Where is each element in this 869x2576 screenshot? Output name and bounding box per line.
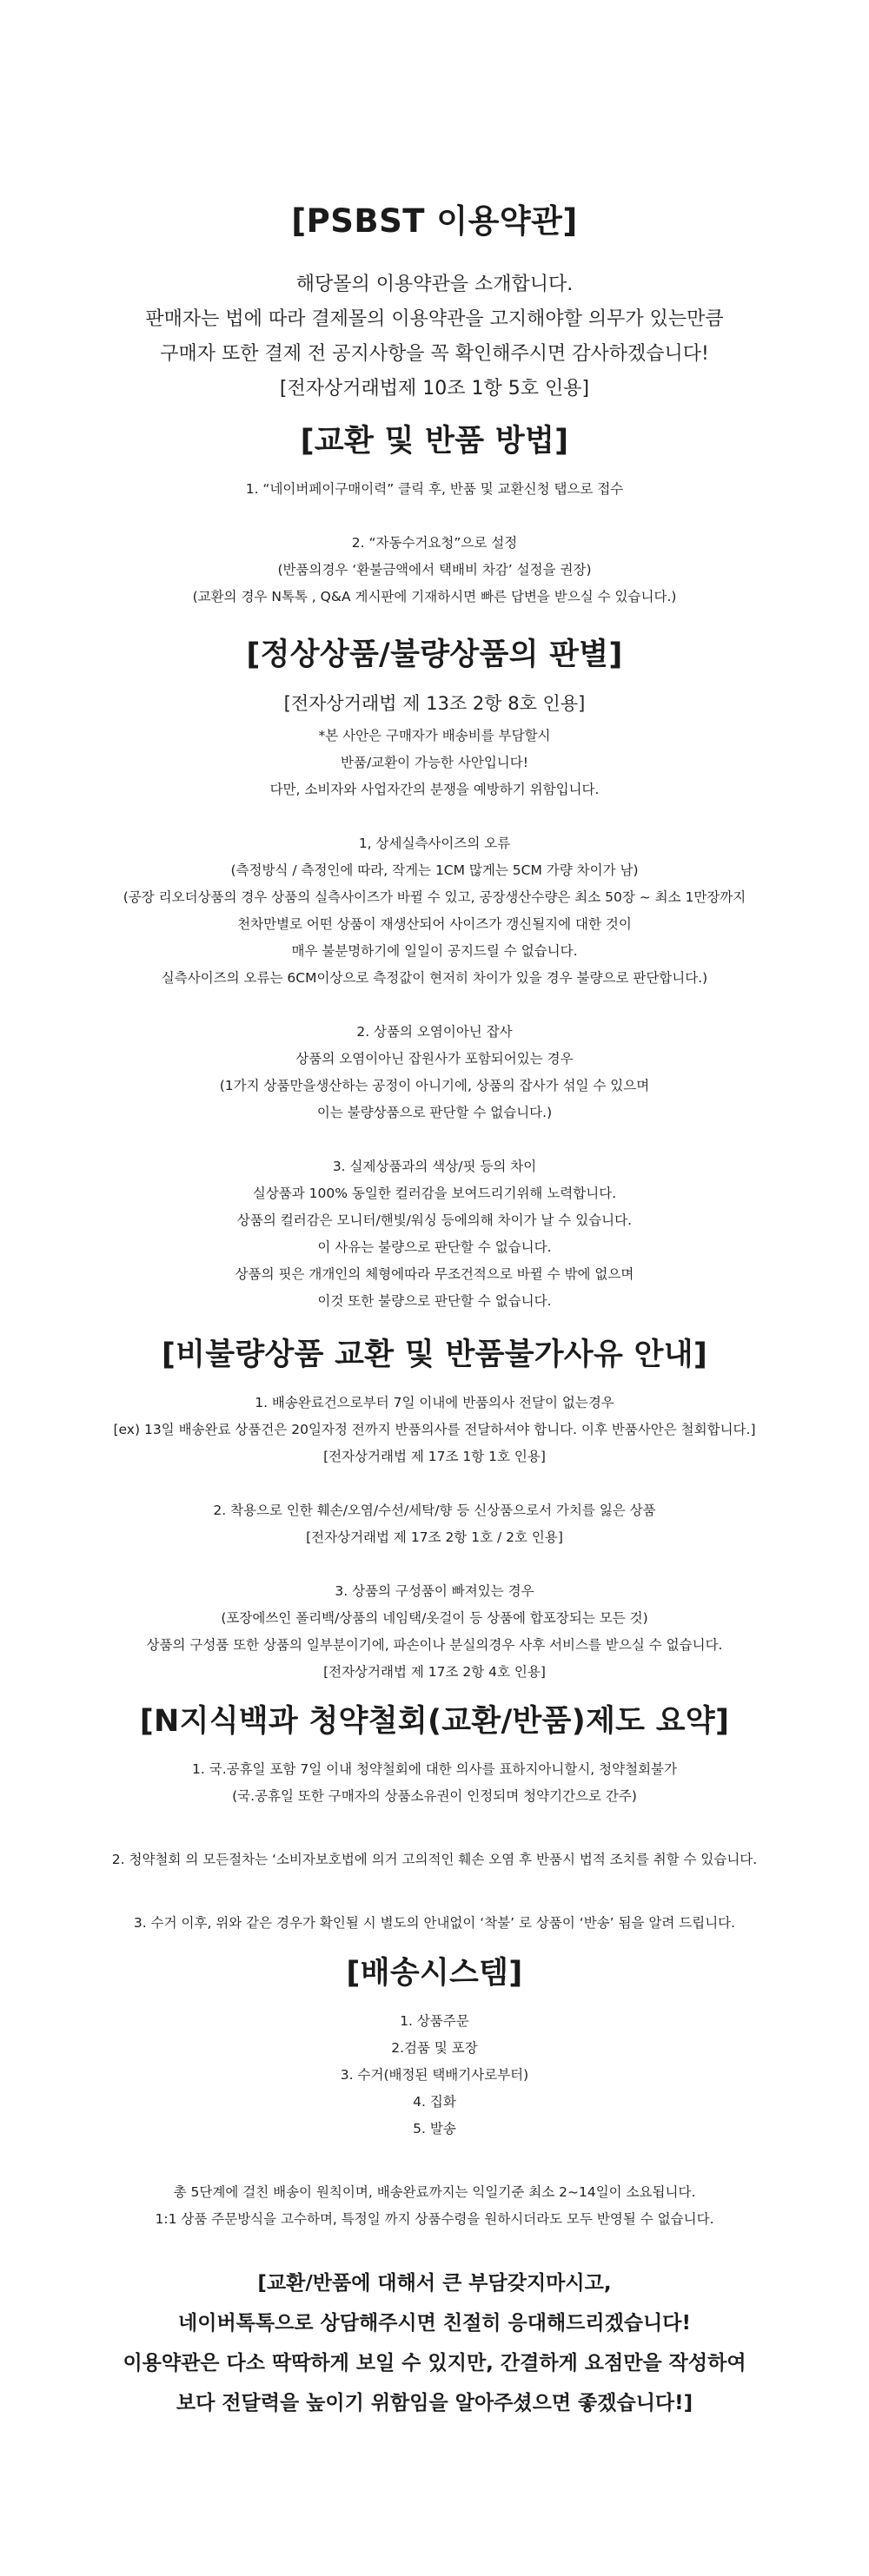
nondefect-item-3-citation: [전자상거래법 제 17조 2항 4호 인용] xyxy=(323,1664,546,1680)
defect-item-3-text: 이 사유는 불량으로 판단할 수 없습니다. xyxy=(317,1239,552,1255)
nondefect-item-3-text: 상품의 구성품 또한 상품의 일부분이기에, 파손이나 분실의경우 사후 서비스를 받으실 수 없습니다. xyxy=(146,1637,723,1653)
nondefect-item-1-text: [ex) 13일 배송완료 상품건은 20일자정 전까지 반품의사를 전달하셔야 합니다. 이후 반품사안은 철회합니다.] xyxy=(113,1422,756,1437)
exchange-heading: [교환 및 반품 방법] xyxy=(300,424,569,459)
exchange-step-1: 1. “네이버페이구매이력” 클릭 후, 반품 및 교환신청 탭으로 접수 xyxy=(245,481,624,497)
summary-item-1-note: (국.공휴일 또한 구매자의 상품소유권이 인정되며 청약기간으로 간주) xyxy=(232,1788,637,1804)
nondefect-section xyxy=(0,1336,869,1686)
defect-item-2-text: 이는 불량상품으로 판단할 수 없습니다.) xyxy=(316,1105,553,1120)
summary-item-1: 1. 국.공휴일 포함 7일 이내 청약철회에 대한 의사를 표하지아니할시, 청약철회불가 xyxy=(192,1761,677,1777)
defect-item-1-text: 매우 불분명하기에 일일이 공지드릴 수 없습니다. xyxy=(291,943,578,959)
summary-section xyxy=(0,1702,869,1937)
summary-heading: [N지식백과 청약철회(교환/반품)제도 요약] xyxy=(139,1704,730,1739)
defect-item-2-text: 상품의 오염이아닌 잡원사가 포함되어있는 경우 xyxy=(295,1051,574,1067)
summary-item-3: 3. 수거 이후, 위와 같은 경우가 확인될 시 별도의 안내없이 ‘착불’ 로 상품이 ‘반송’ 됨을 알려 드립니다. xyxy=(133,1915,736,1931)
delivery-note: 1:1 상품 주문방식을 고수하며, 특정일 까지 상품수령을 원하시더라도 모두 반영될 수 없습니다. xyxy=(155,2211,714,2227)
delivery-heading: [배송시스템] xyxy=(346,1956,523,1991)
defect-item-3-text: 상품의 핏은 개개인의 체형에따라 무조건적으로 바뀔 수 밖에 없으며 xyxy=(235,1266,634,1282)
defect-item-1-text: 실측사이즈의 오류는 6CM이상으로 측정값이 현저히 차이가 있을 경우 불량으로 판단합니다.) xyxy=(161,970,708,986)
defect-section xyxy=(0,636,869,1315)
defect-item-1-title: 1, 상세실측사이즈의 오류 xyxy=(358,836,511,851)
closing-line: 네이버톡톡으로 상담해주시면 친절히 응대해드리겠습니다! xyxy=(178,2312,691,2335)
nondefect-item-2-title: 2. 착용으로 인한 훼손/오염/수선/세탁/향 등 신상품으로서 가치를 잃은 상품 xyxy=(213,1503,656,1518)
defect-notice: 다만, 소비자와 사업자간의 분쟁을 예방하기 위함입니다. xyxy=(269,782,600,797)
delivery-step: 5. 발송 xyxy=(413,2121,456,2137)
defect-item-3-text: 상품의 컬러감은 모니터/핸빛/워싱 등에의해 차이가 날 수 있습니다. xyxy=(236,1212,633,1228)
intro-citation: [전자상거래법제 10조 1항 5호 인용] xyxy=(279,378,590,400)
defect-item-1-text: (공장 리오더상품의 경우 상품의 실측사이즈가 바뀔 수 있고, 공장생산수량은 최소 50장 ~ 최소 1만장까지 xyxy=(123,889,746,905)
defect-notice: *본 사안은 구매자가 배송비를 부담할시 xyxy=(318,728,551,743)
defect-citation: [전자상거래법 제 13조 2항 8호 인용] xyxy=(283,693,586,714)
delivery-step: 2.검품 및 포장 xyxy=(391,2040,478,2056)
delivery-step: 1. 상품주문 xyxy=(400,2013,469,2029)
exchange-step-2: 2. “자동수거요청”으로 설정 xyxy=(351,535,518,551)
intro-line: 판매자는 법에 따라 결제몰의 이용약관을 고지해야할 의무가 있는만큼 xyxy=(145,308,724,330)
closing-line: 보다 전달력을 높이기 위함임을 알아주셨으면 좋겠습니다!] xyxy=(176,2392,693,2414)
nondefect-item-3-text: (포장에쓰인 폴리백/상품의 네임택/옷걸이 등 상품에 합포장되는 모든 것) xyxy=(221,1610,648,1626)
defect-item-3-text: 이것 또한 불량으로 판단할 수 없습니다. xyxy=(317,1293,552,1309)
exchange-note: (교환의 경우 N톡톡 , Q&A 게시판에 기재하시면 빠른 답변을 받으실 수 있습니다.) xyxy=(192,589,677,604)
nondefect-item-1-title: 1. 배송완료건으로부터 7일 이내에 반품의사 전달이 없는경우 xyxy=(255,1395,614,1410)
closing-section xyxy=(0,2263,869,2423)
defect-item-1-text: (측정방식 / 측정인에 따라, 작게는 1CM 많게는 5CM 가량 차이가 남) xyxy=(230,862,639,878)
delivery-step: 3. 수거(배정된 택배기사로부터) xyxy=(340,2067,529,2083)
intro-line: 구매자 또한 결제 전 공지사항을 꼭 확인해주시면 감사하겠습니다! xyxy=(160,343,709,365)
nondefect-item-3-title: 3. 상품의 구성품이 빠져있는 경우 xyxy=(335,1583,534,1599)
exchange-note: (반품의경우 ‘환불금액에서 택배비 차감’ 설정을 권장) xyxy=(277,562,592,578)
summary-item-2: 2. 청약철회 의 모든절차는 ‘소비자보호법에 의거 고의적인 훼손 오염 후 반품시 법적 조치를 취할 수 있습니다. xyxy=(111,1852,758,1867)
nondefect-heading: [비불량상품 교환 및 반품불가사유 안내] xyxy=(161,1338,708,1372)
exchange-section xyxy=(0,422,869,611)
nondefect-item-1-citation: [전자상거래법 제 17조 1항 1호 인용] xyxy=(323,1449,546,1464)
defect-item-1-text: 천차만별로 어떤 상품이 재생산되어 사이즈가 갱신될지에 대한 것이 xyxy=(237,916,632,932)
intro-section xyxy=(0,201,869,406)
defect-heading: [정상상품/불량상품의 판별] xyxy=(246,637,623,672)
defect-item-2-title: 2. 상품의 오염이아닌 잡사 xyxy=(356,1024,513,1040)
defect-item-3-text: 실상품과 100% 동일한 컬러감을 보여드리기위해 노력합니다. xyxy=(252,1186,617,1201)
defect-notice: 반품/교환이 가능한 사안입니다! xyxy=(341,755,528,770)
page-title: [PSBST 이용약관] xyxy=(291,202,578,240)
delivery-section xyxy=(0,1954,869,2233)
closing-line: [교환/반품에 대해서 큰 부담갖지마시고, xyxy=(257,2272,612,2295)
closing-line: 이용약관은 다소 딱딱하게 보일 수 있지만, 간결하게 요점만을 작성하여 xyxy=(123,2352,746,2375)
nondefect-item-2-citation: [전자상거래법 제 17조 2항 1호 / 2호 인용] xyxy=(306,1529,563,1545)
delivery-note: 총 5단계에 걸친 배송이 원칙이며, 배송완료까지는 익일기준 최소 2~14일이 소요됩니다. xyxy=(173,2184,696,2200)
defect-item-3-title: 3. 실제상품과의 색상/핏 등의 차이 xyxy=(332,1159,537,1174)
intro-line: 해당몰의 이용약관을 소개합니다. xyxy=(295,274,574,295)
delivery-step: 4. 집화 xyxy=(413,2094,456,2110)
defect-item-2-text: (1가지 상품만을생산하는 공정이 아니기에, 상품의 잡사가 섞일 수 있으며 xyxy=(219,1078,650,1093)
